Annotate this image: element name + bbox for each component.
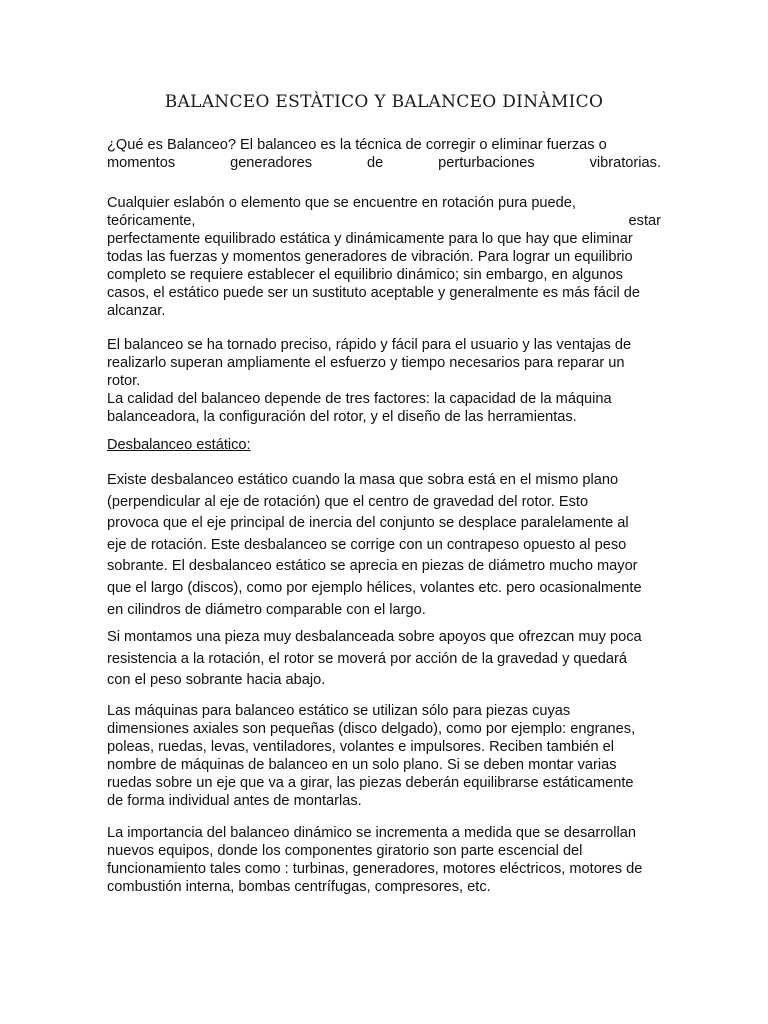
text-line: completo se requiere establecer el equilibrio dinámico; sin embargo, en algunos <box>107 267 623 283</box>
paragraph-existe-desbalanceo <box>107 470 661 621</box>
paragraph-maquinas-balanceo <box>107 702 661 810</box>
text-line: sobrante. El desbalanceo estático se aprecia en piezas de diámetro mucho mayor <box>107 558 638 575</box>
word: estar <box>628 213 661 229</box>
heading-desbalanceo-estatico <box>107 436 661 454</box>
text-line: balanceadora, la configuración del rotor, y el diseño de las herramientas. <box>107 409 577 425</box>
word: generadores <box>230 155 313 171</box>
text-line: Existe desbalanceo estático cuando la masa que sobra está en el mismo plano <box>107 472 619 488</box>
text-line: funcionamiento tales como : turbinas, generadores, motores eléctricos, motores de <box>107 861 643 877</box>
text-line: con el peso sobrante hacia abajo. <box>107 672 326 689</box>
text-line: todas las fuerzas y momentos generadores de vibración. Para lograr un equilibrio <box>107 249 633 265</box>
text-line: poleas, ruedas, levas, ventiladores, volantes e impulsores. Reciben también el <box>107 739 615 755</box>
text-line: de forma individual antes de montarlas. <box>107 793 362 809</box>
text-line: Si montamos una pieza muy desbalanceada sobre apoyos que ofrezcan muy poca <box>107 629 642 645</box>
text-line: eje de rotación. Este desbalanceo se corrige con un contrapeso opuesto al peso <box>107 536 627 553</box>
text-line: La calidad del balanceo depende de tres factores: la capacidad de la máquina <box>107 391 612 407</box>
text-line <box>107 154 661 172</box>
word: vibratorias. <box>589 155 661 171</box>
text-line: provoca que el eje principal de inercia del conjunto se desplace paralelamente al <box>107 515 629 532</box>
text-line: dimensiones axiales son pequeñas (disco delgado), como por ejemplo: engranes, <box>107 721 636 737</box>
document-title: BALANCEO ESTÀTICO Y BALANCEO DINÀMICO <box>164 92 604 112</box>
text-line: alcanzar. <box>107 303 166 319</box>
word: de <box>366 155 384 171</box>
text-line: resistencia a la rotación, el rotor se moverá por acción de la gravedad y quedará <box>107 650 627 667</box>
text-line: en cilindros de diámetro comparable con el largo. <box>107 601 426 618</box>
text-line: rotor. <box>107 373 141 389</box>
text-line: La importancia del balanceo dinámico se incrementa a medida que se desarrollan <box>107 825 636 841</box>
text-line: casos, el estático puede ser un sustituto aceptable y generalmente es más fácil de <box>107 285 640 301</box>
text-line: Cualquier eslabón o elemento que se encuentre en rotación pura puede, <box>107 195 576 211</box>
word: momentos <box>107 155 176 171</box>
text-line <box>107 212 661 230</box>
text-line: Las máquinas para balanceo estático se utilizan sólo para piezas cuyas <box>107 703 571 719</box>
text-line: (perpendicular al eje de rotación) que el centro de gravedad del rotor. Esto <box>107 493 589 510</box>
text-line: ¿Qué es Balanceo? El balanceo es la técnica de corregir o eliminar fuerzas o <box>107 137 607 153</box>
text-line: El balanceo se ha tornado preciso, rápido y fácil para el usuario y las ventajas de <box>107 337 632 353</box>
text-line: nuevos equipos, donde los componentes giratorio son parte escencial del <box>107 843 583 859</box>
paragraph-que-es-balanceo <box>107 136 661 172</box>
section-heading: Desbalanceo estático: <box>107 437 251 453</box>
word: teóricamente, <box>107 213 196 229</box>
paragraph-si-montamos <box>107 627 661 692</box>
text-line: realizarlo superan ampliamente el esfuerzo y tiempo necesarios para reparar un <box>107 355 625 371</box>
text-line: perfectamente equilibrado estática y dinámicamente para lo que hay que eliminar <box>107 231 633 247</box>
word: perturbaciones <box>438 155 535 171</box>
paragraph-importancia-balanceo <box>107 824 661 896</box>
paragraph-balanceo-preciso <box>107 336 661 426</box>
text-line: nombre de máquinas de balanceo en un solo plano. Si se deben montar varias <box>107 757 617 773</box>
text-line: combustión interna, bombas centrífugas, compresores, etc. <box>107 879 491 895</box>
text-line: ruedas sobre un eje que va a girar, las piezas deberán equilibrarse estáticamente <box>107 775 634 791</box>
paragraph-cualquier-eslabon <box>107 194 661 320</box>
text-line: que el largo (discos), como por ejemplo hélices, volantes etc. pero ocasionalmente <box>107 579 642 596</box>
